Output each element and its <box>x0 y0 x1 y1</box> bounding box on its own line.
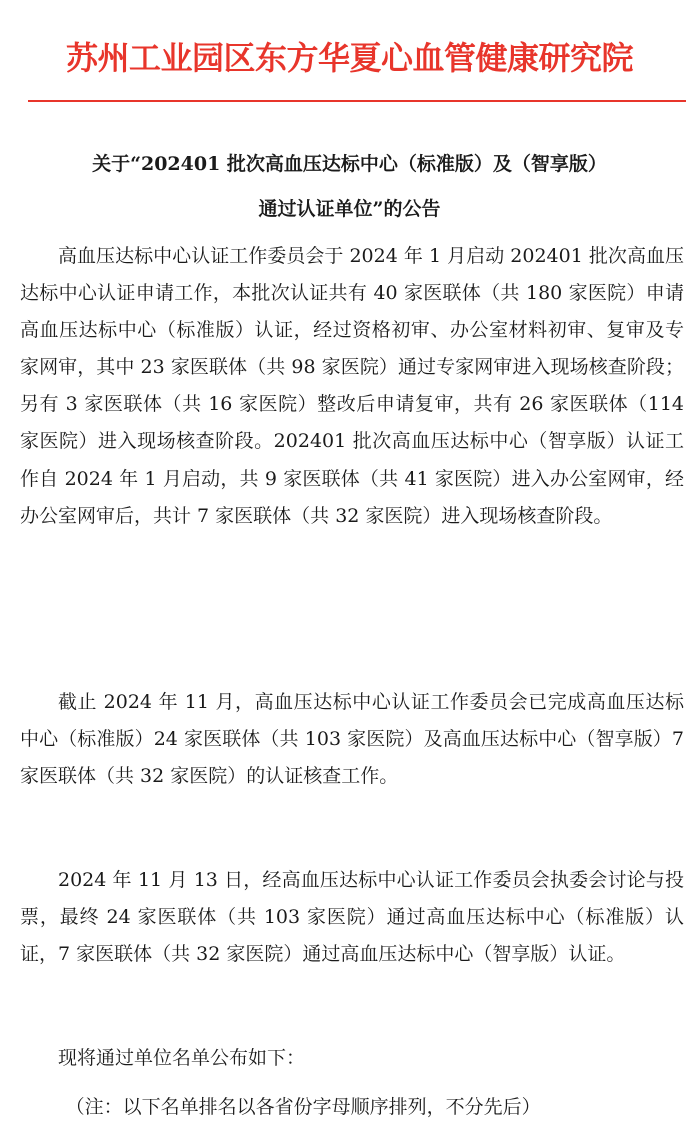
body-paragraph-4: 现将通过单位名单公布如下： <box>58 1047 306 1069</box>
letterhead-org-name: 苏州工业园区东方华夏心血管健康研究院 <box>65 39 633 77</box>
body-paragraph-1: 高血压达标中心认证工作委员会于 2024 年 1 月启动 202401 批次高血压达标中心认证申请工作，本批次认证共有 40 家医联体（共 180 家医院）申请高血压达标中心（标准版）认证，经过资格初审、办公室材料初审、复审及专家网审，其中 23 家医联体（共 98 家医院）通过专家网审进入现场核查阶段；另有 3 家医联体（共 16 家医院）整改后申请复审，共有 26 家医联体（114 家医院）进入现场核查阶段。202401 批次高血压达标中心（智享版）认证工作自 2024 年 1 月启动，共 9 家医联体（共 41 家医院）进入办公室网审，经办公室网审后，共计 7 家医联体（共 32 家医院）进入现场核查阶段。 <box>20 245 684 527</box>
notice-title-line-2: 通过认证单位”的公告 <box>258 198 441 220</box>
body-paragraph-2: 截止 2024 年 11 月，高血压达标中心认证工作委员会已完成高血压达标中心（标准版）24 家医联体（共 103 家医院）及高血压达标中心（智享版）7 家医联体（共 32 家医院）的认证核查工作。 <box>20 691 684 788</box>
body-paragraph-3: 2024 年 11 月 13 日，经高血压达标中心认证工作委员会执委会讨论与投票，最终 24 家医联体（共 103 家医院）通过高血压达标中心（标准版）认证，7 家医联体（共 32 家医院）通过高血压达标中心（智享版）认证。 <box>20 869 684 966</box>
letterhead-divider <box>28 100 686 102</box>
notice-title-line-1: 关于“202401 批次高血压达标中心（标准版）及（智享版） <box>92 153 607 175</box>
ordering-note: （注：以下名单排名以各省份字母顺序排列，不分先后） <box>65 1096 541 1118</box>
